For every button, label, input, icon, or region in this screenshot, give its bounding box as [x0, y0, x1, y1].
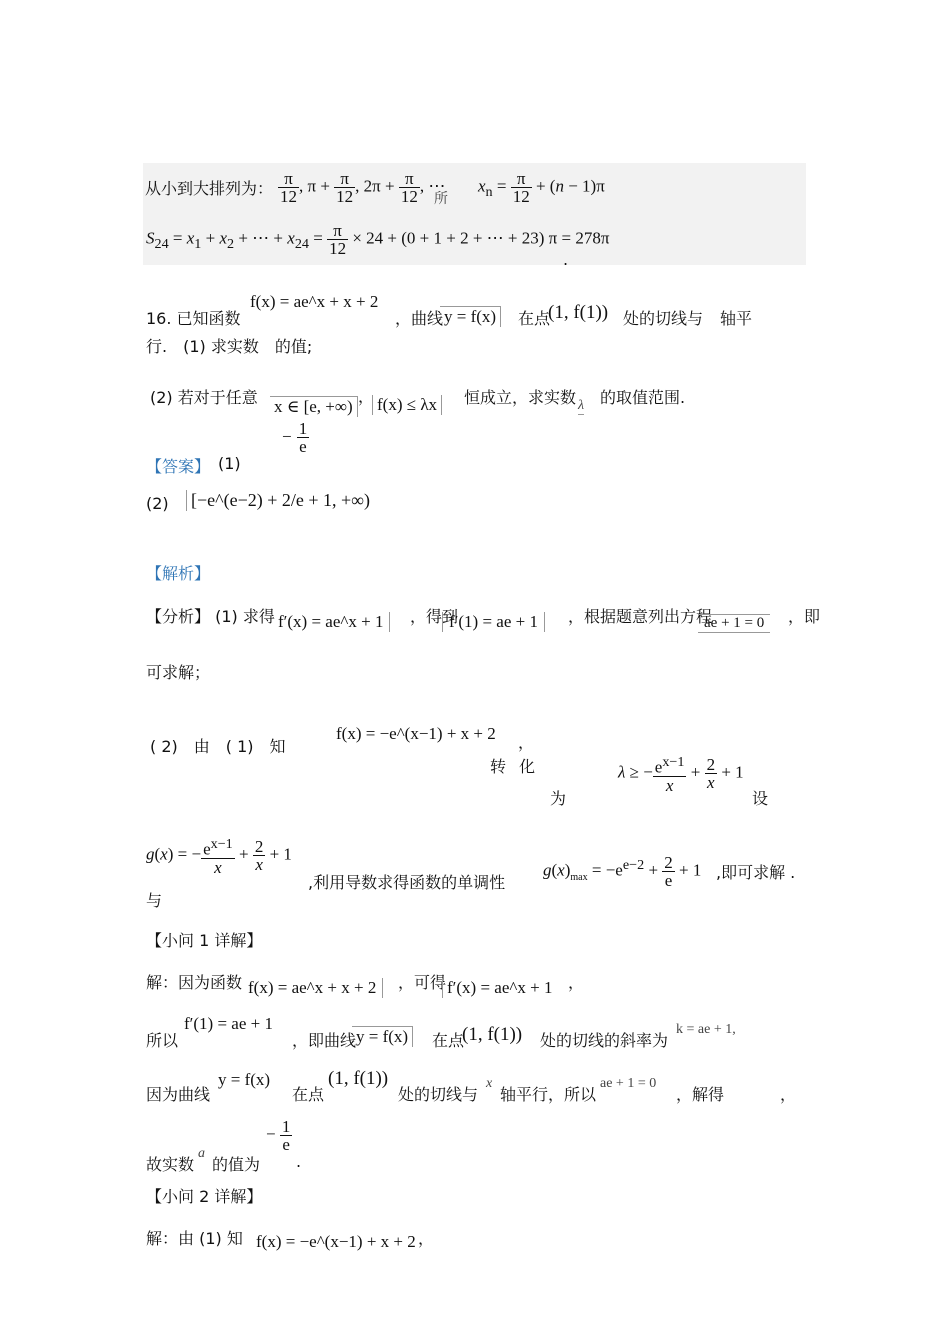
answer-label: 【答案】 [146, 457, 211, 476]
sub1-label: 【小问 1 详解】 [146, 931, 263, 950]
analysis-fprime: f′(x) = ae^x + 1 [278, 612, 390, 632]
sub1-l1: 解：因为函数 [146, 973, 243, 992]
analysis-solve: 可求解； [146, 663, 211, 682]
analysis-eq-text: ，根据题意列出方程 [568, 607, 713, 626]
prev-seq: $\frac{\pi}{12}$ , π + $\frac{\pi}{12}$ , 2π + $\frac{\pi}{12}$ , ⋯ [280, 169, 446, 206]
problem-tangent: 处的切线与 [623, 309, 704, 328]
problem-lambda: λ [578, 398, 585, 413]
sub2-fx: f(x) = −e^(x−1) + x + 2 [256, 1232, 416, 1251]
sub1-x: x [486, 1076, 493, 1091]
analysis-p2-fx: f(x) = −e^(x−1) + x + 2 [336, 724, 496, 743]
answer-p1: (1) [218, 454, 241, 473]
problem-number: 16. 已知函数 [146, 309, 241, 328]
sub1-l1b: ，可得 [398, 973, 447, 992]
prev-order-label: 从小到大排列为： [145, 179, 274, 198]
sub1-val [266, 1118, 292, 1153]
sub1-yfx: y = f(x) [352, 1026, 413, 1047]
prev-dot: . [563, 250, 569, 269]
analysis-p2-a: ( 2) 由 ( 1) 知 [150, 737, 286, 756]
answer-p1-den: e [299, 437, 307, 456]
analysis-gmax: $g(x)_{max} = -e^{e-2}$ + $\frac{2}{e}$ + 1 [543, 853, 702, 890]
analysis-yu: 与 [146, 891, 163, 910]
sub1-parallel2: 轴平行，所以 [500, 1085, 597, 1104]
analysis-get: ，得到 [410, 607, 459, 626]
analysis-p2-comma: ， [518, 733, 535, 752]
problem-at-point: 在点 [518, 309, 551, 328]
analysis-wei: 为 [550, 789, 567, 808]
sub1-f1: f′(1) = ae + 1 [184, 1014, 273, 1033]
sub1-dot: . [296, 1152, 302, 1171]
sub2-label: 【小问 2 详解】 [146, 1187, 263, 1206]
analysis-she: 设 [752, 789, 769, 808]
sub1-parallel: 处的切线与 [398, 1085, 479, 1104]
answer-p2: (2) [146, 494, 169, 513]
analysis-use: ,利用导数求得函数的单调性 [308, 873, 506, 892]
answer-p1-frac [282, 420, 309, 455]
sub1-l4b: 的值为 [212, 1155, 261, 1174]
analysis-lam: λ ≥ − $\frac{e^{x-1}}{x}$ + $\frac{2}{x}$ + 1 [618, 754, 744, 795]
problem-curve: ，曲线 [395, 309, 444, 328]
problem-part2-prefix: (2) 若对于任意 [150, 388, 258, 407]
problem-domain: x ∈ [e, +∞) [270, 396, 358, 417]
sub1-l3: 因为曲线 [146, 1085, 211, 1104]
analysis-label: 【解析】 [146, 564, 211, 583]
analysis-hua: 化 [519, 757, 536, 776]
sub1-fp: f′(x) = ae^x + 1 [442, 978, 552, 998]
problem-point: (1, f(1)) [548, 302, 609, 323]
sub2-l1: 解：由 (1) 知 [146, 1229, 243, 1248]
sub1-l3-at: 在点 [292, 1085, 325, 1104]
problem-comma: ， [358, 387, 375, 406]
problem-fx: f(x) = ae^x + x + 2 [250, 292, 379, 311]
prev-s24: $S_{24} = x_1 + x_2$ + ⋯ + $x_{24}$ = $\frac{\pi}{12}$ × 24 + (0 + 1 + 2 + ⋯ + 23) π = 278π [146, 221, 610, 258]
problem-axis: 轴平 [720, 309, 753, 328]
sub1-fx: f(x) = ae^x + x + 2 [248, 978, 383, 998]
sub2-comma: ， [418, 1229, 435, 1248]
analysis-fenxi: 【分析】 (1) 求得 [146, 607, 275, 626]
problem-ineq: f(x) ≤ λx [372, 395, 442, 415]
analysis-eq: ae + 1 = 0 [698, 614, 770, 633]
sub1-slope: 处的切线的斜率为 [540, 1031, 669, 1050]
sub1-l1c: ， [568, 973, 585, 992]
sub1-a: a [198, 1146, 205, 1161]
sub1-val-den: e [282, 1135, 290, 1154]
sub1-k: k = ae + 1, [676, 1022, 736, 1037]
analysis-gx: g(x) = − $\frac{e^{x-1}}{x}$ + $\frac{2}{x}$ + 1 [146, 836, 292, 877]
problem-yfx: y = f(x) [440, 306, 501, 327]
sub1-val-num: 1 [281, 1117, 291, 1136]
sub1-comma: ， [780, 1085, 797, 1104]
sub1-at: 在点 [432, 1031, 465, 1050]
prev-xn: $x_n$ = $\frac{\pi}{12}$ + (n − 1)π [478, 169, 605, 206]
problem-part2-suffix: 恒成立，求实数 [464, 388, 577, 407]
analysis-zhuan: 转 [490, 757, 507, 776]
problem-range: 的取值范围. [600, 388, 686, 407]
analysis-f1: f′(1) = ae + 1 [442, 612, 545, 632]
sub1-l2b: ，即曲线 [292, 1031, 357, 1050]
sub1-pt: (1, f(1)) [462, 1024, 523, 1045]
sub1-solved: ，解得 [676, 1085, 725, 1104]
sub1-l2: 所以 [146, 1031, 179, 1050]
sub1-l4: 故实数 [146, 1155, 195, 1174]
analysis-ji: ，即 [788, 607, 821, 626]
answer-p1-sign: − [282, 427, 292, 446]
sub1-l3-yfx: y = f(x) [218, 1070, 271, 1089]
prev-so: 所 [434, 191, 448, 207]
problem-line2: 行. (1) 求实数 的值; [146, 337, 313, 356]
answer-p1-num: 1 [298, 419, 308, 438]
sub1-eq: ae + 1 = 0 [600, 1076, 657, 1091]
analysis-end: ,即可求解 . [716, 863, 796, 882]
answer-p2-value: [−e^(e−2) + 2/e + 1, +∞) [186, 490, 370, 511]
sub1-val-sign: − [266, 1124, 276, 1144]
sub1-l3-pt: (1, f(1)) [328, 1068, 389, 1089]
